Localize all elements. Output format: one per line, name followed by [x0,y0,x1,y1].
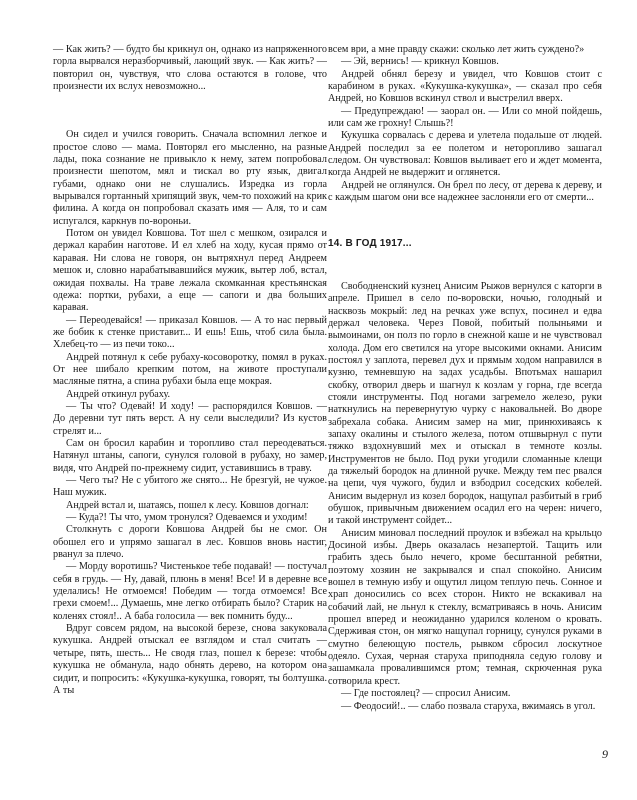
paragraph: Андрей встал и, шатаясь, пошел к лесу. Ковшов догнал: [66,499,309,511]
paragraph: Вдруг совсем рядом, на высокой березе, снова закуковала кукушка. Андрей отыскал ее взглядом и стал считать — четыре, пять, шесть... Не сводя глаз, пошел к березе: чтобы кукушка не обманула, надо обнять дерево, на котором она сидит, и попросить: «Кукушка-кукушка, говорят, ты болтушка. А ты [53,623,327,696]
paragraph: Андрей откинул рубаху. [66,388,171,400]
paragraph: — Эй, вернись! — крикнул Ковшов. [341,56,499,68]
paragraph: — Куда?! Ты что, умом тронулся? Одеваемся и уходим! [66,512,308,524]
paragraph: Он сидел и учился говорить. Сначала вспомнил легкое и простое слово — мама. Повторял его мысленно, на разные лады, пока сознание не привыкло к нему, затем попробовал произнести шепотом, мял и тискал во рту язык, двигал губами, однако они не слушались. Изредка из горла вырывался гортанный хрипящий звук, чем-то похожий на крик филина. А когда он попробовал сказать имя — Аля, то и сам испугался, каркнув по-вороньи. [53,129,327,227]
paragraph: Потом он увидел Ковшова. Тот шел с мешком, озирался и держал карабин наготове. И ел хлеб на ходу, кусая прямо от каравая. Ни слова не говоря, он вытряхнул перед Андреем мешок и, словно нарабатывавшийся мужик, вытер лоб, встал, ожидая похвалы. На траве лежала скомканная крестьянская одежа: портки, рубахи, а еще — сапоги и два больших каравая. [53,228,327,314]
paragraph: Андрей потянул к себе рубаху-косоворотку, помял в руках. От нее шибало крепким потом, на животе проступали масляные пятна, а спина рубахи была еще мокрая. [53,351,327,388]
paragraph: — Переодевайся! — приказал Ковшов. — А то нас первый же бобик к стенке приставит... И ешь! Ешь, чтоб сила была. Хлебец-то — из печи токо... [53,314,327,351]
paragraph: — Как жить? — будто бы крикнул он, однако из напряженного горла вырвался неразборчивый, лающий звук. — Как жить? — повторил он, чувствуя, что слова остаются в голове, что произнести их вслух невозможно... [53,44,327,93]
paragraph: — Феодосий!.. — слабо позвала старуха, вжимаясь в угол. [341,700,596,712]
paragraph: — Чего ты? Не с убитого же снято... Не брезгуй, не чужое. Наш мужик. [53,475,327,499]
paragraph: — Ты что? Одевай! И ходу! — распорядился Ковшов. — До деревни тут пять верст. А ну сели выследили? Из кустов стрелят и... [53,400,327,437]
page-number: 9 [602,747,608,761]
paragraph: всем ври, а мне правду скажи: сколько лет жить суждено?» [328,44,585,55]
paragraph: Свободненский кузнец Анисим Рыжов вернулся с каторги в апреле. Пришел в село по-воровски, ночью, голодный и насквозь мокрый: лед на речках уже вспух, посинел и едва держал человека. Через Повой, побитый полыньями и вымоинами, он полз по горло в снежной каше и не чувствовал холода. Дом его светился на угоре высокими окнами. Анисим постоял у заплота, перевел дух и прямым ходом направился в кузню, темневшую на задах усадьбы. Впотьмах нашарил скобку, отворил дверь и шагнул к козлам у горна, где всегда стояли инструменты. Под ногами загремело железо, руки наткнулись на перевернутую чурку с наковальней. Во дворе забрехала собака. Анисим замер на миг, принюхиваясь к запаху окалины и стылого железа, потом отшвырнул с пути тяжко вздохнувший мех и отыскал в темноте козлы. Инструментов не было. Под руки угодили сломанные клещи да тяжелый бородок на длинной ручке. Между тем пес рвался на цепи, чуя чужого, будил и взбодрил соседских кобелей. Анисим выдернул из козел бородок, нащупал разбитый в гриб обушок, привычным движением осадил его на черен: ничего, и такой инструмент сойдет... [328,280,602,527]
paragraph: Анисим миновал последний проулок и взбежал на крыльцо Досиной избы. Дверь оказалась незапертой. Тащить или грабить здесь было нечего, кроме бесштанной ребятни, поэтому хозяин не закрывался и спал спокойно. Анисим вошел в темную избу и ощутил лицом теплую печь. Сонное и храп доносились со всех сторон. Никто не вскакивал на собачий лай, не льнул к стеклу, всматриваясь в ночь. Анисим прошел вперед и неожиданно ударился коленом о кровать. Сдерживая стон, он мягко нащупал горницу, сунулся руками в смутно белеющую постель, рывком сбросил лоскутное одеяло. Сухая, черная старуха приподняла седую голову и зашамкала провалившимся ртом; темная, скрюченная рука сотворила крест. [328,527,602,687]
paragraph: Андрей обнял березу и увидел, что Ковшов стоит с карабином в руках. «Кукушка-кукушка», — сказал про себя Андрей, но Ковшов вскинул ствол и выстрелил вверх. [328,68,602,105]
right-column [328,44,602,713]
paragraph: Сам он бросил карабин и торопливо стал переодеваться. Натянул штаны, сапоги, сунулся головой в рубаху, но замер, видя, что Андрей по-прежнему сидит, уставившись в траву. [53,437,327,474]
paragraph: Андрей не оглянулся. Он брел по лесу, от дерева к дереву, и с каждым шагом они все надежнее заслоняли его от смерти... [328,179,602,204]
left-column [53,44,327,697]
paragraph: Кукушка сорвалась с дерева и улетела подальше от людей. Андрей последил за ее полетом и неторопливо зашагал следом. Он чувствовал: Ковшов выливает его и ждет момента, когда Андрей не выдержит и оглянется. [328,130,602,179]
paragraph: — Морду воротишь? Чистенькое тебе подавай! — постучал себя в грудь. — Ну, давай, плюнь в меня! Все! И в деревне все уделались! Не отмоемся! Победим — тогда отмоемся! Все грехи смоем!... Думаешь, мне легко отбирать было? Старик на коленях стоял!.. А баба голосила — век помнить буду... [53,561,327,622]
paragraph: Столкнуть с дороги Ковшова Андрей бы не смог. Он обошел его и упрямо зашагал в лес. Ковшов вновь настиг, рванул за плечо. [53,524,327,561]
paragraph: — Предупреждаю! — заорал он. — Или со мной пойдешь, или сам же грохну! Слышь?! [328,105,602,130]
paragraph: — Где постоялец? — спросил Анисим. [341,688,511,700]
chapter-heading: 14. В ГОД 1917... [328,238,412,250]
